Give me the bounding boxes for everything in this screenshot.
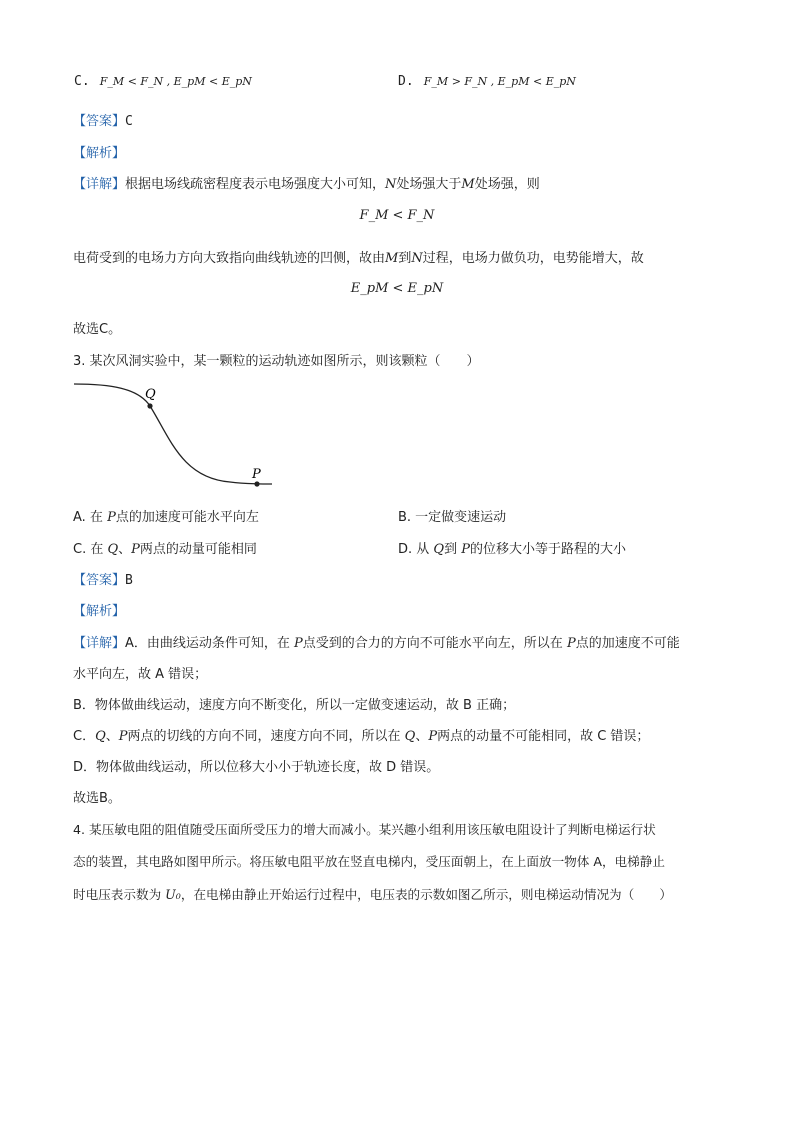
symbol-q: Q: [433, 542, 445, 557]
q3-option-d[interactable]: [398, 538, 626, 557]
text: 两点的动量可能相同: [139, 542, 257, 557]
text: 处场强大于: [396, 177, 462, 192]
text: 点的加速度可能水平向左: [115, 510, 259, 525]
label-p: P: [252, 467, 261, 482]
q2-option-d[interactable]: [398, 74, 576, 89]
q4-stem-line2: 态的装置，其电路如图甲所示。将压敏电阻平放在竖直电梯内，受压面朝上，在上面放一物体 A，电梯静止: [73, 854, 665, 869]
q2-answer: [73, 110, 133, 129]
text: 的位移大小等于路程的大小: [469, 542, 626, 557]
symbol-u0: U₀: [165, 887, 181, 902]
symbol-q: Q: [107, 542, 119, 557]
q3-option-b[interactable]: B. 一定做变速运动: [398, 510, 507, 525]
q2-equation-2: E_pM < E_pN: [350, 281, 444, 296]
detail-tag: 【详解】: [73, 636, 126, 651]
symbol-p: P: [294, 636, 303, 651]
option-formula: F_M < F_N , E_pM < E_pN: [99, 75, 252, 88]
point-q: [147, 403, 152, 408]
q3-analysis-tag: 【解析】: [73, 604, 126, 619]
text: A．由曲线运动条件可知，在: [125, 636, 295, 651]
answer-tag: 【答案】: [73, 114, 126, 129]
symbol-p: P: [461, 542, 470, 557]
symbol-m: M: [461, 177, 475, 192]
q3-option-c[interactable]: [73, 538, 257, 557]
q2-equation-1: F_M < F_N: [359, 208, 435, 223]
detail-tag: 【详解】: [73, 177, 126, 192]
q3-answer: [73, 569, 133, 588]
text: 处场强，则: [474, 177, 540, 192]
q3-option-a[interactable]: [73, 506, 259, 525]
answer-tag: 【答案】: [73, 573, 126, 588]
answer-value: C: [125, 114, 133, 129]
symbol-p: P: [428, 729, 438, 744]
q3-detail-d: D．物体做曲线运动，所以位移大小小于轨迹长度，故 D 错误。: [73, 760, 440, 775]
q3-stem: 3. 某次风洞实验中，某一颗粒的运动轨迹如图所示，则该颗粒（ ）: [73, 354, 480, 369]
symbol-p: P: [131, 542, 140, 557]
q3-detail-b: B．物体做曲线运动，速度方向不断变化，所以一定做变速运动，故 B 正确；: [73, 698, 516, 713]
q2-analysis-tag: 【解析】: [73, 146, 126, 161]
text: 点的加速度不可能: [575, 636, 680, 651]
symbol-n: N: [411, 251, 423, 266]
q4-stem-line3: [73, 884, 672, 903]
text: C. 在: [73, 542, 108, 557]
text: 、: [118, 542, 132, 557]
point-p: [254, 481, 259, 486]
q2-option-c[interactable]: [74, 74, 252, 89]
text: 点受到的合力的方向不可能水平向左，所以在: [302, 636, 567, 651]
symbol-q: Q: [95, 729, 106, 744]
q3-detail-a-line2: 水平向左，故 A 错误；: [73, 667, 208, 682]
symbol-p: P: [118, 729, 128, 744]
option-letter: C.: [74, 74, 90, 89]
symbol-n: N: [385, 177, 397, 192]
text: 根据电场线疏密程度表示电场强度大小可知，: [125, 177, 386, 192]
q3-detail-c: [73, 725, 649, 744]
text: ，在电梯由静止开始运行过程中，电压表的示数如图乙所示，则电梯运动情况为（ ）: [180, 887, 672, 902]
trajectory-figure: [70, 378, 280, 493]
text: 电荷受到的电场力方向大致指向曲线轨迹的凹侧，故由: [73, 251, 386, 266]
q2-detail-line2: [73, 247, 644, 266]
q2-detail-line1: [73, 173, 540, 192]
text: 、: [105, 729, 119, 744]
text: 时电压表示数为: [73, 887, 166, 902]
symbol-q: Q: [404, 729, 416, 744]
trajectory-curve: [74, 384, 272, 484]
symbol-p: P: [107, 510, 116, 525]
symbol-m: M: [385, 251, 399, 266]
option-letter: D.: [398, 74, 414, 89]
option-formula: F_M > F_N , E_pM < E_pN: [423, 75, 576, 88]
q3-detail-a-line1: [73, 632, 680, 651]
text: 两点的动量不可能相同，故 C 错误；: [437, 729, 650, 744]
text: A. 在: [73, 510, 108, 525]
q2-conclusion: 故选C。: [73, 322, 122, 337]
answer-value: B: [125, 573, 133, 588]
label-q: Q: [145, 387, 156, 402]
text: 两点的切线的方向不同，速度方向不同，所以在: [127, 729, 405, 744]
text: D. 从: [398, 542, 434, 557]
symbol-p: P: [566, 636, 576, 651]
text: C．: [73, 729, 96, 744]
q3-conclusion: 故选B。: [73, 791, 121, 806]
text: 到: [444, 542, 462, 557]
text: 过程，电场力做负功，电势能增大，故: [422, 251, 644, 266]
text: 到: [398, 251, 412, 266]
q4-stem-line1: 4. 某压敏电阻的阻值随受压面所受压力的增大而减小。某兴趣小组利用该压敏电阻设计了判断电梯运行状: [73, 822, 656, 837]
text: 、: [415, 729, 429, 744]
